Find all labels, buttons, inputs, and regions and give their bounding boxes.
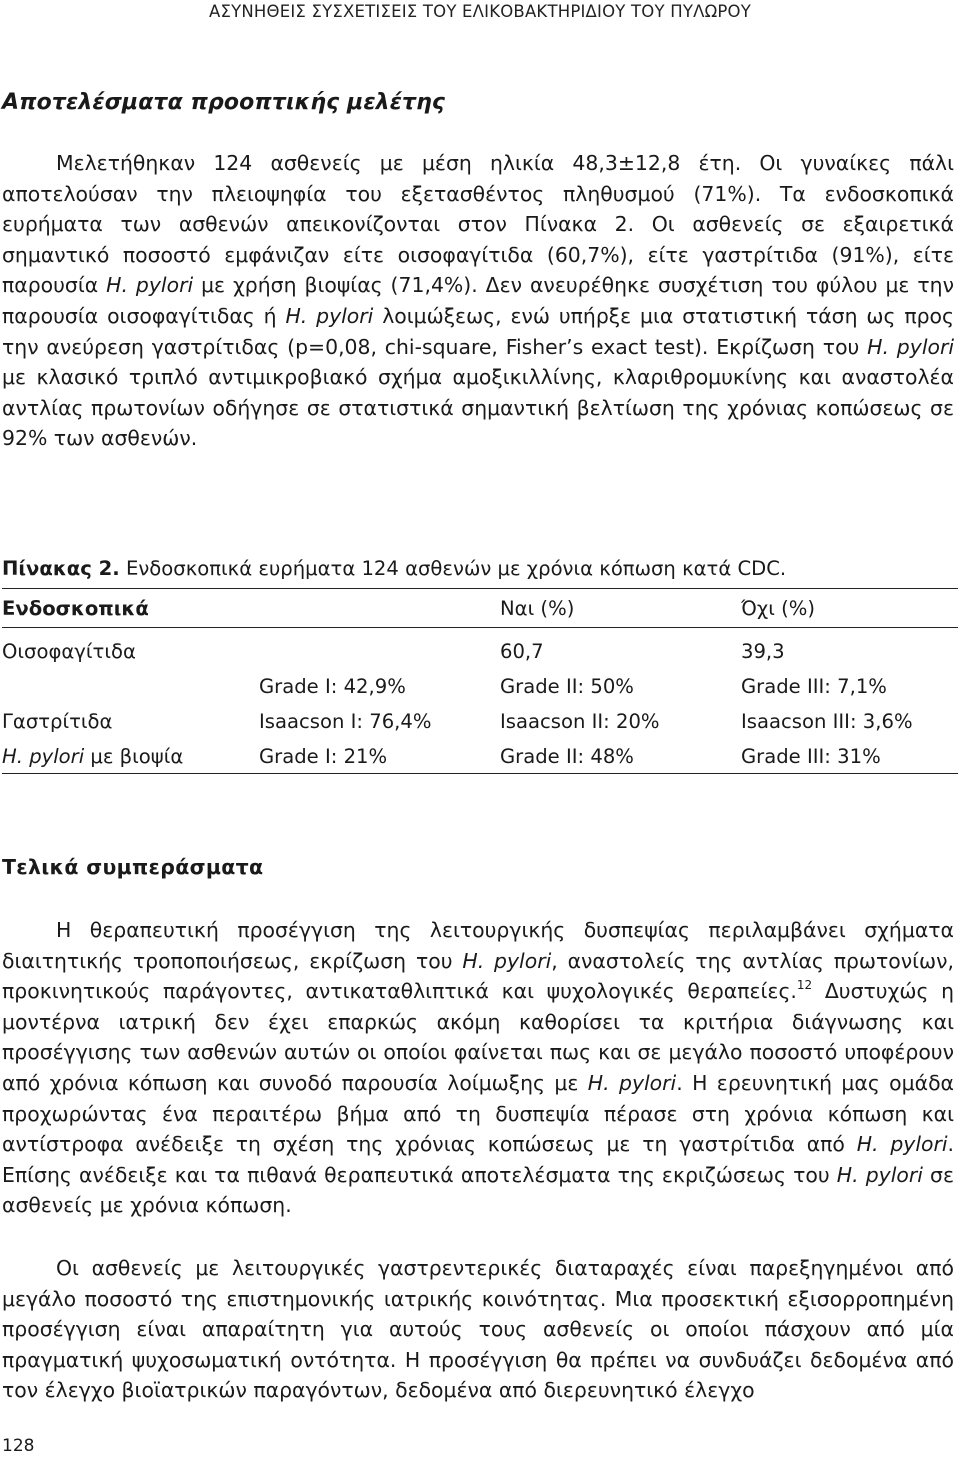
table-cell: Grade I: 42,9% [259,675,406,698]
conclusions-paragraph [2,915,954,1221]
text-run: . Η ερευνητική μας ομάδα προχωρώντας ένα περαιτέρω βήμα από τη δυσπεψία πέρασε στη χρόνια κόπωση και αντίστροφα ανέδειξε τη σχέση της χρόνιας κοπώσεως με τη γαστρίτιδα από [2,1070,954,1157]
table-cell: Isaacson I: 76,4% [259,710,432,733]
species-name: H. pylori [867,334,955,359]
table-cell: 39,3 [741,640,785,663]
text-run: σε ασθενείς με χρόνια κόπωση. [2,1162,954,1218]
results-paragraph [2,148,954,454]
reference-superscript: 12 [796,978,813,993]
endoscopic-findings-table [2,588,958,774]
page-number: 128 [2,1436,35,1456]
indent [2,918,56,942]
table-cell: Grade I: 21% [259,739,500,774]
species-name: H. pylori [106,273,194,298]
text-run: με κλασικό τριπλό αντιμικροβιακό σχήμα αμοξικιλλίνης, κλαριθρομυκίνης και αναστολέα αντλίας πρωτονίων οδήγησε σε στατιστικά σημαντική βελτίωση της χρόνιας κοπώσεως σε 92% των ασθενών. [2,365,954,451]
table-cell [2,739,259,774]
table-header-row [2,589,958,628]
table-cell: Γαστρίτιδα [2,710,113,733]
table-cell: Grade III: 7,1% [741,675,887,698]
header-cell [259,589,500,628]
table-cell: Οισοφαγίτιδα [2,640,136,663]
text-run: Μελετήθηκαν 124 ασθενείς με μέση ηλικία 48,3±12,8 έτη. Οι γυναίκες πάλι αποτελούσαν την πλειοψηφία του εξετασθέντος πληθυσμού (71%). Τα ενδοσκοπικά ευρήματα των ασθενών απεικονίζονται στον Πίνακα 2. Οι ασθενείς σε εξαιρετικά σημαντικό ποσοστό εμφάνιζαν είτε οισοφαγίτιδα (60,7%), είτε γαστρίτιδα (91%), είτε παρουσία [2,151,954,298]
text-run: Δυστυχώς η μοντέρνα ιατρική δεν έχει επαρκώς ακόμη καθορίσει τα κριτήρια διάγνωσης και προσέγγισης των ασθενών αυτών οι οποίοι φαίνεται πως και σε μεγάλο ποσοστό υποφέρουν από χρόνια κόπωση και συνοδό παρουσία λοίμωξης με [2,979,954,1095]
header-cell: Όχι (%) [741,589,958,628]
text-run: Οι ασθενείς με λειτουργικές γαστρεντερικές διαταραχές είναι παρεξηγημένοι από μεγάλο ποσοστό της επιστημονικής ιατρικής κοινότητας. Μια προσεκτική εξισορροπημένη προσέγγιση είναι απαραίτητη για αυτούς τους ασθενείς οι οποίοι πάσχουν από μία πραγματική ψυχοσωματική οντότητα. Η προσέγγιση θα πρέπει να συνδυάζει δεδομένα από τον έλεγχο βιοϊατρικών παραγόντων, δεδομένα από διερευνητικό έλεγχο [2,1256,954,1403]
text-run: λοιμώξεως, ενώ υπήρξε μια στατιστική τάση ως προς την ανεύρεση γαστρίτιδας (p=0,08, chi-square, Fisher’s exact test). Εκρίζωση του [2,303,954,359]
species-name: H. pylori [587,1070,677,1095]
section-title-conclusions: Τελικά συμπεράσματα [2,855,264,879]
table-cell [2,669,259,704]
indent [2,151,56,175]
table-row [2,669,958,704]
table-caption-text: Ενδοσκοπικά ευρήματα 124 ασθενών με χρόνια κόπωση κατά CDC. [119,557,787,580]
text-run: , αναστολείς της αντλίας πρωτονίων, προκινητικούς παράγοντες, αντικαταθλιπτικά και ψυχολογικές θεραπείες. [2,948,954,1004]
table-caption [2,555,786,583]
running-head: ΑΣΥΝΗΘΕΙΣ ΣΥΣΧΕΤΙΣΕΙΣ ΤΟΥ ΕΛΙΚΟΒΑΚΤΗΡΙΔΙΟΥ ΤΟΥ ΠΥΛΩΡΟΥ [208,2,752,21]
indent [2,1256,56,1280]
header-cell: Ναι (%) [500,589,741,628]
table-cell: Isaacson III: 3,6% [741,710,913,733]
text-run: με χρήση βιοψίας (71,4%). Δεν ανευρέθηκε συσχέτιση του φύλου με την παρουσία οισοφαγίτιδας ή [2,273,954,328]
table-cell: Grade II: 48% [500,739,741,774]
table-row [2,739,958,774]
section-title-prospective-results: Αποτελέσματα προοπτικής μελέτης [2,90,446,115]
table-cell: Isaacson II: 20% [500,710,660,733]
species-name: H. pylori [285,303,374,328]
table-cell: Grade III: 31% [741,739,958,774]
text-run: με βιοψία [84,744,184,768]
text-run: . Επίσης ανέδειξε και τα πιθανά θεραπευτικά αποτελέσματα της εκριζώσεως του [2,1132,955,1187]
table-cell [259,628,500,670]
table-caption-label: Πίνακας 2. [2,557,120,580]
species-name: H. pylori [2,744,85,768]
species-name: H. pylori [462,948,552,973]
species-name: H. pylori [836,1162,923,1187]
table-cell: 60,7 [500,640,544,663]
header-cell: Ενδοσκοπικά [2,589,259,628]
text-run: Η θεραπευτική προσέγγιση της λειτουργικής δυσπεψίας περιλαμβάνει σχήματα διαιτητικής τροποποιήσεως, εκρίζωση του [2,918,954,973]
table-row [2,628,958,670]
table-row [2,704,958,739]
table-cell: Grade II: 50% [500,675,634,698]
conclusions-paragraph-2 [2,1253,954,1406]
species-name: H. pylori [856,1132,948,1157]
